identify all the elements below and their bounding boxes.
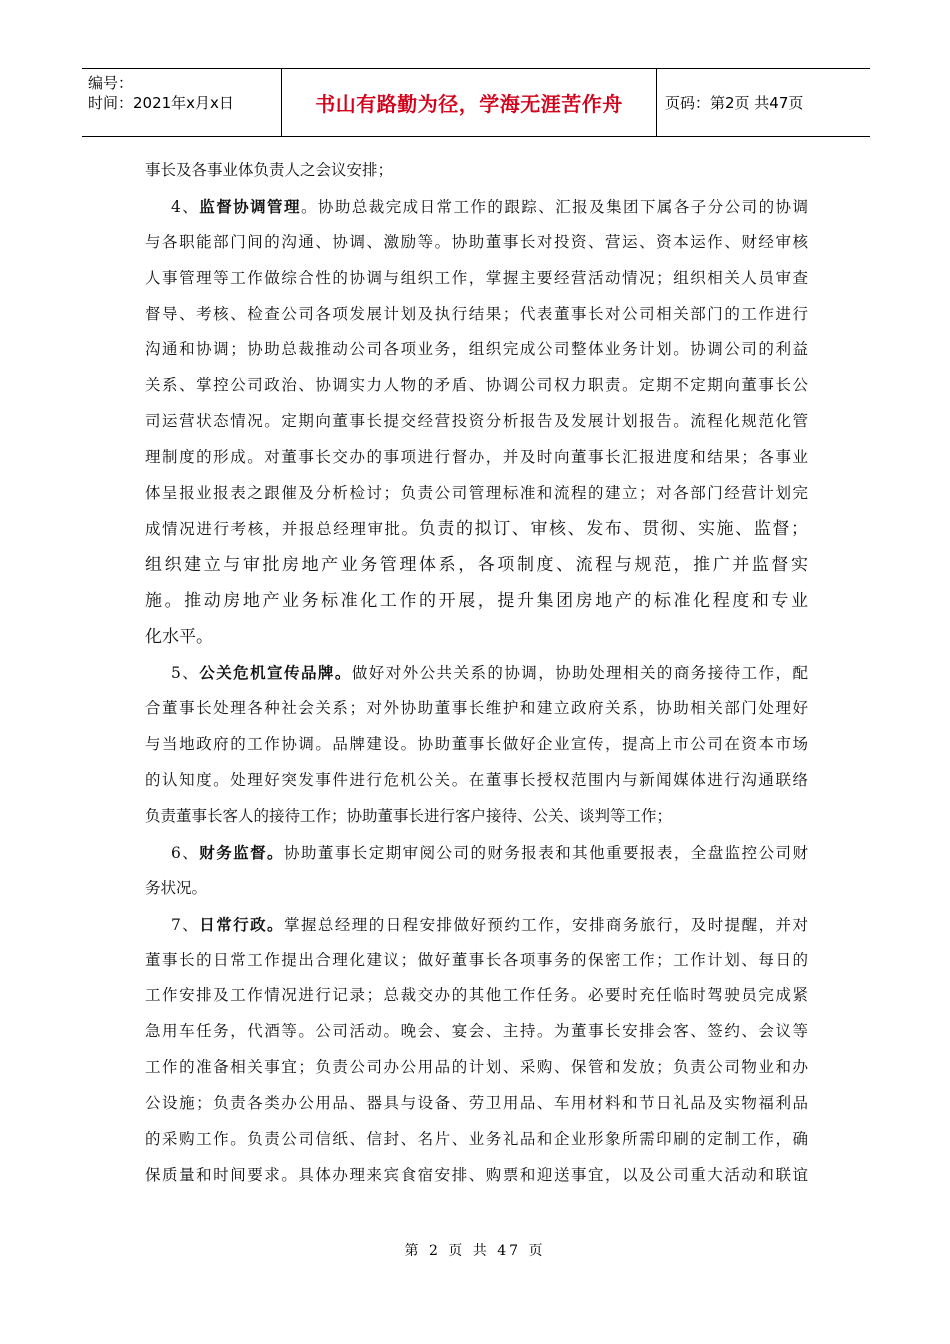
- text-line: 公设施；负责各类办公用品、器具与设备、劳卫用品、车用材料和节日礼品及实物福利品: [145, 1094, 808, 1113]
- section-title: 公关危机宣传品牌。: [199, 663, 352, 683]
- header-page-info: 页码：第2页 共47页: [665, 94, 804, 112]
- text-line: 沟通和协调；协助总裁推动公司各项业务，组织完成公司整体业务计划。协调公司的利益: [145, 340, 808, 359]
- text-line: 负责董事长客人的接待工作；协助董事长进行客户接待、公关、谈判等工作；: [145, 807, 673, 826]
- header-motto: 书山有路勤为径，学海无涯苦作舟: [282, 69, 657, 136]
- text-line: 的认知度。处理好突发事件进行危机公关。在董事长授权范围内与新闻媒体进行沟通联络: [145, 771, 808, 790]
- section-title: 日常行政。: [199, 914, 285, 934]
- text-line: 组织建立与审批房地产业务管理体系，各项制度、流程与规范，推广并监督实: [145, 554, 808, 575]
- section-text: 。协助总裁完成日常工作的跟踪、汇报及集团下属各子分公司的协调: [300, 197, 808, 216]
- text-line: 合董事长处理各种社会关系；对外协助董事长维护和建立政府关系，协助相关部门处理好: [145, 699, 808, 718]
- text-line: 体呈报业报表之跟催及分析检讨；负责公司管理标准和流程的建立；对各部门经营计划完: [145, 484, 808, 503]
- section-title: 监督协调管理: [199, 196, 301, 216]
- text-line: 工作安排及工作情况进行记录；总裁交办的其他工作任务。必要时充任临时驾驶员完成紧: [145, 986, 808, 1005]
- text-segment: 成情况进行考核，并报总经理审批。: [145, 519, 419, 538]
- section-number: 6、: [171, 843, 200, 862]
- text-segment-large: 负责的拟订、审核、发布、贯彻、实施、监督；: [418, 518, 808, 539]
- header-meta: [82, 69, 282, 136]
- text-line: 人事管理等工作做综合性的协调与组织工作，掌握主要经营活动情况；组织相关人员审查: [145, 268, 808, 287]
- section-number: 4、: [171, 197, 200, 216]
- section-title: 财务监督。: [199, 842, 285, 862]
- text-line: 务状况。: [145, 878, 208, 897]
- text-line: 保质量和时间要求。具体办理来宾食宿安排、购票和迎送事宜，以及公司重大活动和联谊: [145, 1165, 808, 1184]
- section-5-heading-line: [145, 655, 808, 691]
- text-line: 理制度的形成。对董事长交办的事项进行督办，并及时向董事长汇报进度和结果；各事业: [145, 448, 808, 467]
- section-6-heading-line: [145, 835, 808, 871]
- time-label: 时间：2021年x月x日: [88, 94, 234, 112]
- text-line: [145, 512, 808, 548]
- text-line: 事长及各事业体负责人之会议安排；: [145, 161, 394, 179]
- text-line: 化水平。: [145, 626, 213, 647]
- text-line: 与当地政府的工作协调。品牌建设。协助董事长做好企业宣传，提高上市公司在资本市场: [145, 735, 808, 754]
- section-number: 7、: [171, 915, 200, 934]
- text-line: 董事长的日常工作提出合理化建议；做好董事长各项事务的保密工作；工作计划、每日的: [145, 950, 808, 969]
- text-line: 督导、考核、检查公司各项发展计划及执行结果；代表董事长对公司相关部门的工作进行: [145, 304, 808, 323]
- text-line: 工作的准备相关事宜；负责公司办公用品的计划、采购、保管和发放；负责公司物业和办: [145, 1058, 808, 1077]
- page-footer: 第 2 页 共 47 页: [404, 1243, 546, 1259]
- text-line: 的采购工作。负责公司信纸、信封、名片、业务礼品和企业形象所需印刷的定制工作，确: [145, 1130, 808, 1149]
- code-label: 编号：: [88, 74, 134, 92]
- text-line: 关系、掌控公司政治、协调实力人物的矛盾、协调公司权力职责。定期不定期向董事长公: [145, 376, 808, 395]
- text-line: 司运营状态情况。定期向董事长提交经营投资分析报告及发展计划报告。流程化规范化管: [145, 412, 808, 431]
- section-text: 掌握总经理的日程安排做好预约工作，安排商务旅行，及时提醒，并对: [284, 915, 808, 934]
- document-header: [82, 68, 870, 137]
- section-text: 协助董事长定期审阅公司的财务报表和其他重要报表，全盘监控公司财: [284, 843, 808, 862]
- text-line: 施。推动房地产业务标准化工作的开展，提升集团房地产的标准化程度和专业: [145, 590, 808, 611]
- section-text: 做好对外公共关系的协调，协助处理相关的商务接待工作，配: [351, 664, 808, 683]
- text-line: 急用车任务，代酒等。公司活动。晚会、宴会、主持。为董事长安排会客、签约、会议等: [145, 1022, 808, 1041]
- section-7-heading-line: [145, 907, 808, 943]
- document-body: [145, 153, 808, 1194]
- text-line: 与各职能部门间的沟通、协调、激励等。协助董事长对投资、营运、资本运作、财经审核: [145, 232, 808, 251]
- section-number: 5、: [171, 664, 200, 683]
- section-4-heading-line: [145, 189, 808, 225]
